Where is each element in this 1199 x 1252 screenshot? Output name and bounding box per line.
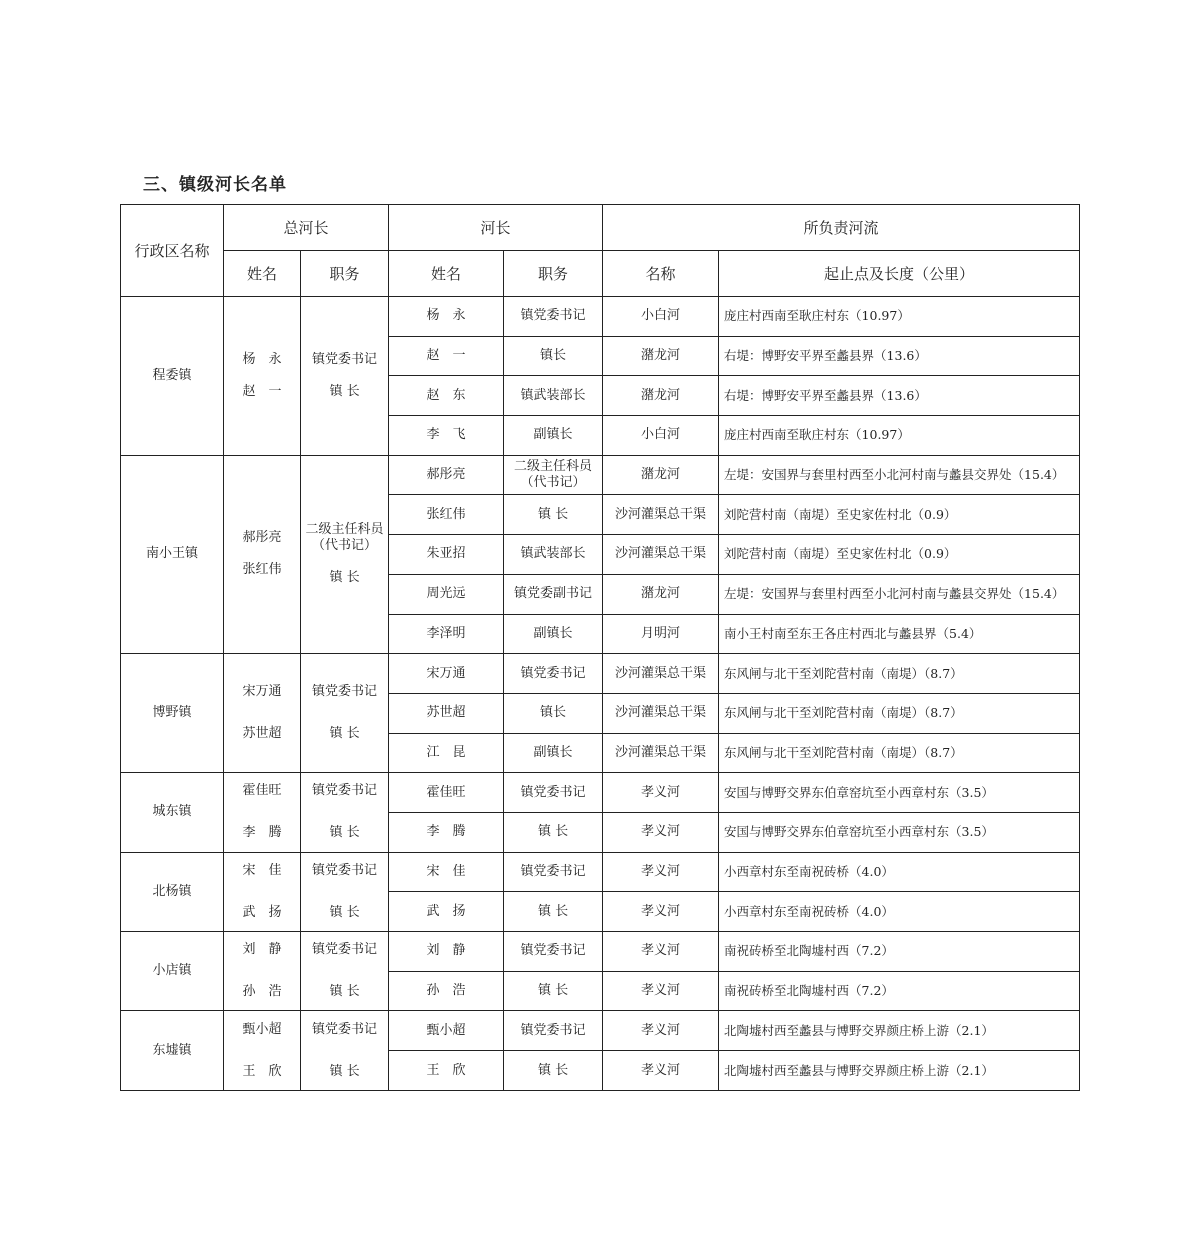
river-chief-name: 刘 静 xyxy=(389,932,504,972)
river-chief-name: 江 昆 xyxy=(389,733,504,773)
header-chief: 总河长 xyxy=(224,205,389,251)
chief-name: 李 腾 xyxy=(242,825,282,841)
chief-names xyxy=(224,455,301,653)
river-name: 孝义河 xyxy=(603,971,719,1011)
river-chief-post: 镇党委书记 xyxy=(504,1011,603,1051)
header-rc-name: 姓名 xyxy=(389,251,504,297)
river-chief-post: 副镇长 xyxy=(504,416,603,456)
page-title: 三、镇级河长名单 xyxy=(143,175,287,195)
chief-post: 镇 长 xyxy=(329,570,360,586)
chief-name: 苏世超 xyxy=(242,726,282,742)
river-chief-name: 李 飞 xyxy=(389,416,504,456)
river-chief-post: 镇 长 xyxy=(504,812,603,852)
header-chief-name: 姓名 xyxy=(224,251,301,297)
river-route: 庞庄村西南至耿庄村东（10.97） xyxy=(719,416,1080,456)
river-chief-name: 武 扬 xyxy=(389,892,504,932)
river-route: 东风闸与北干至刘陀营村南（南堤）（8.7） xyxy=(719,733,1080,773)
river-chief-table xyxy=(120,204,1080,1091)
chief-posts xyxy=(301,297,389,456)
header-river: 所负责河流 xyxy=(603,205,1080,251)
river-route: 安国与博野交界东伯章窑坑至小西章村东（3.5） xyxy=(719,773,1080,813)
chief-name: 赵 一 xyxy=(242,383,282,399)
river-name: 潴龙河 xyxy=(603,336,719,376)
river-name: 孝义河 xyxy=(603,892,719,932)
chief-name: 张红伟 xyxy=(242,562,282,578)
river-chief-name: 甄小超 xyxy=(389,1011,504,1051)
table-row xyxy=(121,852,1080,892)
river-name: 孝义河 xyxy=(603,1011,719,1051)
chief-names xyxy=(224,297,301,456)
chief-name: 甄小超 xyxy=(242,1021,282,1037)
river-route: 北陶墟村西至蠡县与博野交界颜庄桥上游（2.1） xyxy=(719,1011,1080,1051)
river-name: 沙河灌渠总干渠 xyxy=(603,535,719,575)
river-route: 庞庄村西南至耿庄村东（10.97） xyxy=(719,297,1080,337)
table-row xyxy=(121,1011,1080,1051)
header-river-chief: 河长 xyxy=(389,205,603,251)
river-chief-post: 镇武装部长 xyxy=(504,535,603,575)
chief-names xyxy=(224,654,301,773)
chief-name: 王 欣 xyxy=(242,1063,282,1079)
chief-posts xyxy=(301,852,389,931)
river-chief-post: 镇 长 xyxy=(504,971,603,1011)
river-name: 沙河灌渠总干渠 xyxy=(603,693,719,733)
river-chief-post: 镇 长 xyxy=(504,892,603,932)
table-row xyxy=(121,773,1080,813)
chief-post: 镇党委书记 xyxy=(312,862,378,878)
chief-name: 宋万通 xyxy=(242,684,282,700)
river-name: 潴龙河 xyxy=(603,574,719,614)
river-name: 潴龙河 xyxy=(603,376,719,416)
river-route: 小西章村东至南祝砖桥（4.0） xyxy=(719,852,1080,892)
town-name: 东墟镇 xyxy=(121,1011,224,1091)
river-name: 小白河 xyxy=(603,297,719,337)
river-chief-post: 镇党委副书记 xyxy=(504,574,603,614)
chief-posts xyxy=(301,773,389,852)
town-name: 程委镇 xyxy=(121,297,224,456)
chief-name: 武 扬 xyxy=(242,904,282,920)
chief-post: 镇党委书记 xyxy=(312,942,378,958)
chief-name: 杨 永 xyxy=(242,351,282,367)
table-row xyxy=(121,654,1080,694)
town-name: 小店镇 xyxy=(121,932,224,1011)
chief-name: 宋 佳 xyxy=(242,862,282,878)
chief-names xyxy=(224,852,301,931)
river-chief-name: 宋万通 xyxy=(389,654,504,694)
river-route: 安国与博野交界东伯章窑坑至小西章村东（3.5） xyxy=(719,812,1080,852)
table-row xyxy=(121,297,1080,337)
river-chief-name: 宋 佳 xyxy=(389,852,504,892)
header-river-name: 名称 xyxy=(603,251,719,297)
chief-name: 霍佳旺 xyxy=(242,783,282,799)
river-route: 左堤：安国界与套里村西至小北河村南与蠡县交界处（15.4） xyxy=(719,455,1080,495)
river-chief-name: 赵 一 xyxy=(389,336,504,376)
header-region: 行政区名称 xyxy=(121,205,224,297)
chief-post: 镇 长 xyxy=(329,1063,360,1079)
chief-post: 镇 长 xyxy=(329,726,360,742)
chief-posts xyxy=(301,1011,389,1091)
river-name: 孝义河 xyxy=(603,852,719,892)
chief-post: 镇党委书记 xyxy=(312,351,378,367)
river-name: 孝义河 xyxy=(603,812,719,852)
river-chief-post: 镇党委书记 xyxy=(504,654,603,694)
river-route: 南祝砖桥至北陶墟村西（7.2） xyxy=(719,932,1080,972)
chief-names xyxy=(224,932,301,1011)
header-rc-post: 职务 xyxy=(504,251,603,297)
river-route: 刘陀营村南（南堤）至史家佐村北（0.9） xyxy=(719,535,1080,575)
river-chief-post: 镇党委书记 xyxy=(504,852,603,892)
river-chief-name: 张红伟 xyxy=(389,495,504,535)
river-chief-post: 镇党委书记 xyxy=(504,773,603,813)
river-chief-name: 霍佳旺 xyxy=(389,773,504,813)
town-name: 北杨镇 xyxy=(121,852,224,931)
river-chief-post: 镇 长 xyxy=(504,495,603,535)
header-route: 起止点及长度（公里） xyxy=(719,251,1080,297)
river-chief-post: 镇长 xyxy=(504,693,603,733)
river-chief-name: 朱亚招 xyxy=(389,535,504,575)
river-chief-name: 李 腾 xyxy=(389,812,504,852)
river-route: 右堤：博野安平界至蠡县界（13.6） xyxy=(719,336,1080,376)
river-route: 右堤：博野安平界至蠡县界（13.6） xyxy=(719,376,1080,416)
chief-names xyxy=(224,1011,301,1091)
chief-post: 镇党委书记 xyxy=(312,783,378,799)
river-chief-name: 苏世超 xyxy=(389,693,504,733)
river-chief-name: 赵 东 xyxy=(389,376,504,416)
header-chief-post: 职务 xyxy=(301,251,389,297)
river-chief-post: 副镇长 xyxy=(504,614,603,654)
chief-post: 镇党委书记 xyxy=(312,684,378,700)
river-name: 沙河灌渠总干渠 xyxy=(603,495,719,535)
river-chief-name: 郝彤亮 xyxy=(389,455,504,495)
river-chief-post: 镇党委书记 xyxy=(504,932,603,972)
town-name: 城东镇 xyxy=(121,773,224,852)
river-name: 孝义河 xyxy=(603,773,719,813)
chief-name: 刘 静 xyxy=(242,942,282,958)
river-name: 潴龙河 xyxy=(603,455,719,495)
chief-post: 镇 长 xyxy=(329,383,360,399)
chief-post: 镇 长 xyxy=(329,825,360,841)
river-chief-post: 副镇长 xyxy=(504,733,603,773)
chief-name: 孙 浩 xyxy=(242,984,282,1000)
table-row xyxy=(121,455,1080,495)
town-name: 博野镇 xyxy=(121,654,224,773)
river-route: 刘陀营村南（南堤）至史家佐村北（0.9） xyxy=(719,495,1080,535)
river-chief-name: 王 欣 xyxy=(389,1051,504,1091)
river-route: 东风闸与北干至刘陀营村南（南堤）（8.7） xyxy=(719,693,1080,733)
chief-post: 镇 长 xyxy=(329,904,360,920)
river-route: 东风闸与北干至刘陀营村南（南堤）（8.7） xyxy=(719,654,1080,694)
chief-posts xyxy=(301,654,389,773)
river-route: 小西章村东至南祝砖桥（4.0） xyxy=(719,892,1080,932)
river-name: 孝义河 xyxy=(603,1051,719,1091)
river-chief-name: 孙 浩 xyxy=(389,971,504,1011)
river-name: 小白河 xyxy=(603,416,719,456)
river-chief-name: 李泽明 xyxy=(389,614,504,654)
river-route: 北陶墟村西至蠡县与博野交界颜庄桥上游（2.1） xyxy=(719,1051,1080,1091)
chief-name: 郝彤亮 xyxy=(242,530,282,546)
chief-posts xyxy=(301,932,389,1011)
town-name: 南小王镇 xyxy=(121,455,224,653)
chief-post: 二级主任科员（代书记） xyxy=(305,522,384,554)
river-chief-name: 杨 永 xyxy=(389,297,504,337)
river-name: 月明河 xyxy=(603,614,719,654)
river-chief-post: 镇 长 xyxy=(504,1051,603,1091)
river-route: 左堤：安国界与套里村西至小北河村南与蠡县交界处（15.4） xyxy=(719,574,1080,614)
river-name: 沙河灌渠总干渠 xyxy=(603,654,719,694)
river-chief-post: 镇党委书记 xyxy=(504,297,603,337)
river-name: 孝义河 xyxy=(603,932,719,972)
river-name: 沙河灌渠总干渠 xyxy=(603,733,719,773)
river-chief-post: 二级主任科员（代书记） xyxy=(504,455,603,495)
river-chief-name: 周光远 xyxy=(389,574,504,614)
river-chief-post: 镇武装部长 xyxy=(504,376,603,416)
chief-posts xyxy=(301,455,389,653)
river-route: 南祝砖桥至北陶墟村西（7.2） xyxy=(719,971,1080,1011)
chief-names xyxy=(224,773,301,852)
river-route: 南小王村南至东王各庄村西北与蠡县界（5.4） xyxy=(719,614,1080,654)
table-row xyxy=(121,932,1080,972)
chief-post: 镇 长 xyxy=(329,984,360,1000)
chief-post: 镇党委书记 xyxy=(312,1021,378,1037)
river-chief-post: 镇长 xyxy=(504,336,603,376)
